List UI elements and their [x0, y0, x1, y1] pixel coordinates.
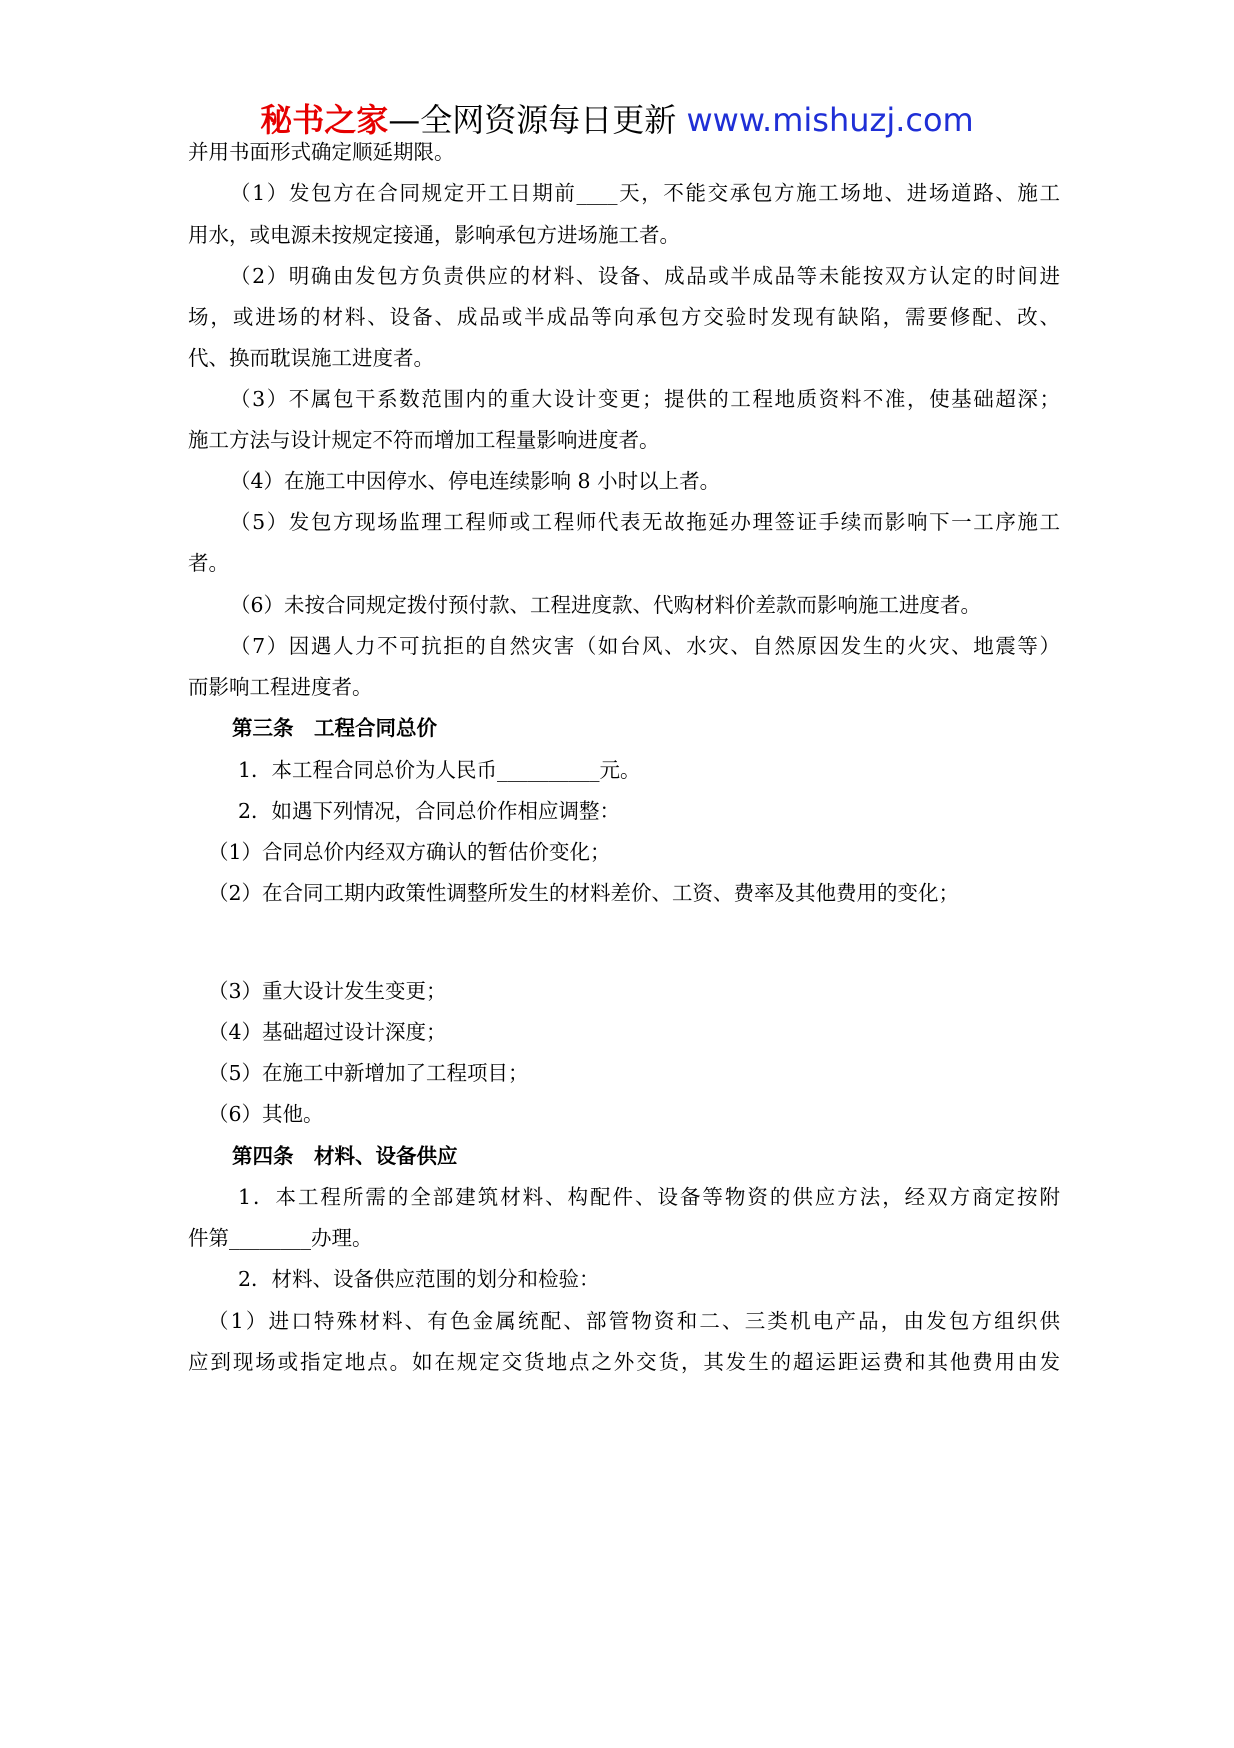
list-item: （3）重大设计发生变更； — [208, 979, 447, 1003]
paragraph-line: 者。 — [188, 551, 229, 575]
header-brand: 秘书之家 — [260, 101, 389, 139]
list-item: （4）基础超过设计深度； — [208, 1020, 447, 1044]
paragraph-line: 1．本工程所需的全部建筑材料、构配件、设备等物资的供应方法，经双方商定按附 — [238, 1185, 1060, 1209]
paragraph-line: （1）进口特殊材料、有色金属统配、部管物资和二、三类机电产品，由发包方组织供 — [208, 1309, 1060, 1333]
paragraph-line: （4）在施工中因停水、停电连续影响 8 小时以上者。 — [230, 469, 721, 493]
paragraph-line: 用水，或电源未按规定接通，影响承包方进场施工者。 — [188, 223, 680, 247]
paragraph-line: （3）不属包干系数范围内的重大设计变更；提供的工程地质资料不准，使基础超深； — [230, 387, 1060, 411]
paragraph-line: 2．材料、设备供应范围的划分和检验： — [238, 1267, 600, 1291]
paragraph-line: （2）明确由发包方负责供应的材料、设备、成品或半成品等未能按双方认定的时间进 — [230, 264, 1060, 288]
header-tagline: —全网资源每日更新 — [388, 101, 687, 139]
list-item: （1）合同总价内经双方确认的暂估价变化； — [208, 840, 611, 864]
header-url[interactable]: www.mishuzj.com — [686, 101, 974, 139]
paragraph-line: 代、换而耽误施工进度者。 — [188, 346, 434, 370]
list-item: （2）在合同工期内政策性调整所发生的材料差价、工资、费率及其他费用的变化； — [208, 881, 960, 905]
paragraph-line: 而影响工程进度者。 — [188, 675, 373, 699]
section-heading-article-3: 第三条 工程合同总价 — [232, 716, 437, 740]
paragraph-line: 件第________办理。 — [188, 1226, 373, 1250]
paragraph-line: （1）发包方在合同规定开工日期前____天，不能交承包方施工场地、进场道路、施工 — [230, 181, 1060, 205]
paragraph-line: 并用书面形式确定顺延期限。 — [188, 140, 455, 164]
paragraph-line: 施工方法与设计规定不符而增加工程量影响进度者。 — [188, 428, 660, 452]
list-item: （6）其他。 — [208, 1102, 324, 1126]
paragraph-line: （6）未按合同规定拨付预付款、工程进度款、代购材料价差款而影响施工进度者。 — [230, 593, 982, 617]
paragraph-line: 1．本工程合同总价为人民币__________元。 — [238, 758, 641, 782]
section-heading-article-4: 第四条 材料、设备供应 — [232, 1144, 458, 1168]
paragraph-line: 2．如遇下列情况，合同总价作相应调整： — [238, 799, 621, 823]
list-item: （5）在施工中新增加了工程项目； — [208, 1061, 529, 1085]
paragraph-line: 场，或进场的材料、设备、成品或半成品等向承包方交验时发现有缺陷，需要修配、改、 — [188, 305, 1060, 329]
paragraph-line: （7）因遇人力不可抗拒的自然灾害（如台风、水灾、自然原因发生的火灾、地震等） — [230, 634, 1060, 658]
paragraph-line: （5）发包方现场监理工程师或工程师代表无故拖延办理签证手续而影响下一工序施工 — [230, 510, 1060, 534]
paragraph-line: 应到现场或指定地点。如在规定交货地点之外交货，其发生的超运距运费和其他费用由发 — [188, 1350, 1060, 1374]
site-header — [0, 98, 1234, 142]
